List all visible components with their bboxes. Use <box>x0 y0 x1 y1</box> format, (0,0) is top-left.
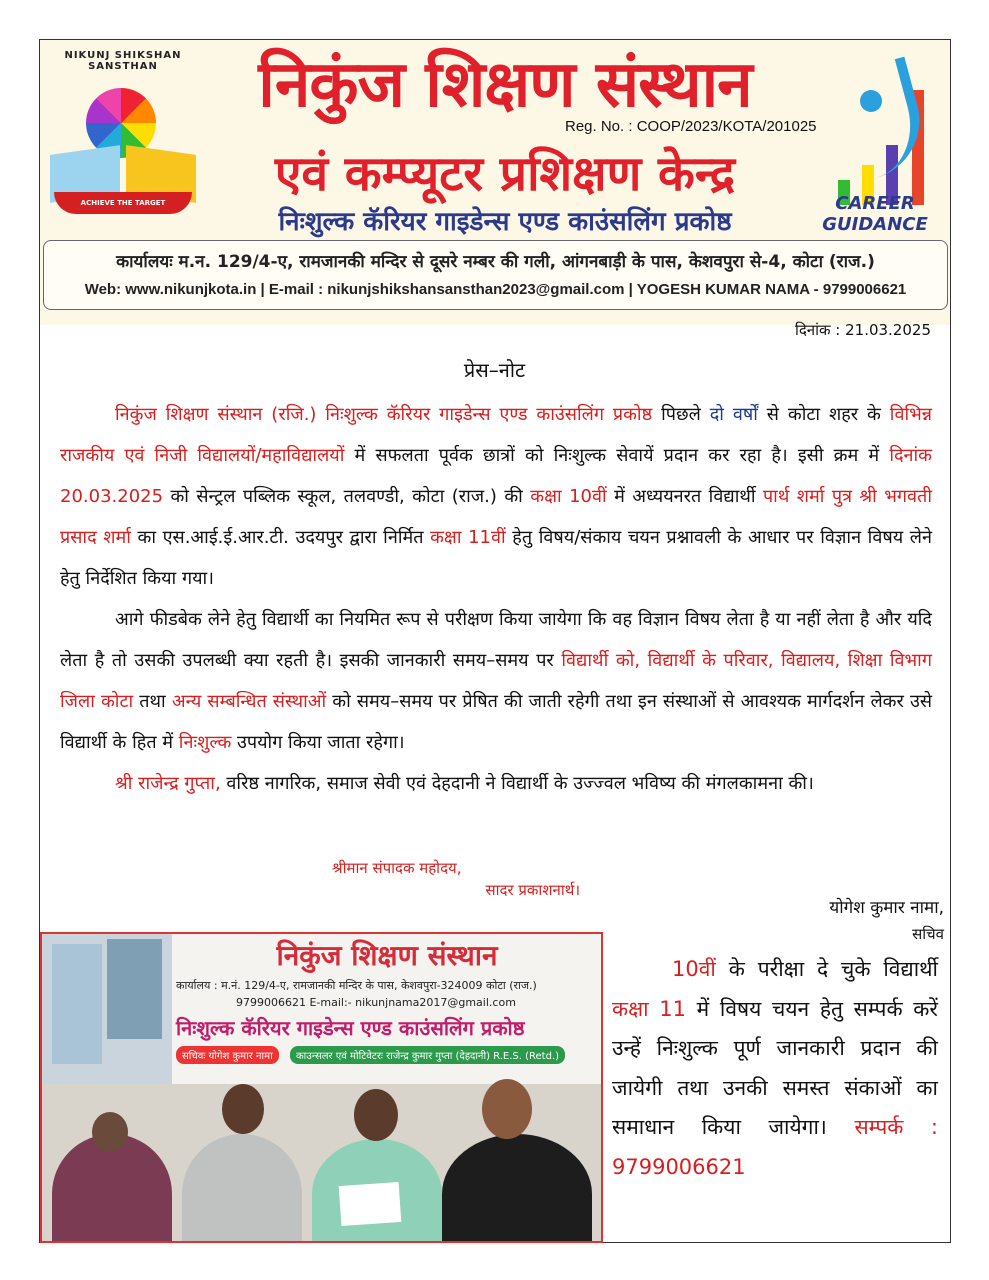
logo-tagline: ACHIEVE THE TARGET <box>54 192 192 214</box>
institute-subtitle: एवं कम्प्यूटर प्रशिक्षण केन्द्र <box>274 146 736 202</box>
press-note-body <box>60 394 932 804</box>
office-address: कार्यालयः म.न. 129/4-ए, रामजानकी मन्दिर से दूसरे नम्बर की गली, आंगनबाड़ी के पास, केशवपुरा से-4, कोटा (राज.) <box>116 252 875 272</box>
text-segment: को सेन्ट्रल पब्लिक स्कूल, तलवण्डी, कोटा (राज.) की <box>163 486 531 507</box>
banner-secretary: सचिवः योगेश कुमार नामा <box>176 1046 279 1064</box>
institute-logo <box>48 50 198 215</box>
text-segment: हेतु विषय/संकाय चयन प्रश्नावली के आधार पर विज्ञान विषय लेने हेतु निर्देशित किया गया। <box>60 527 932 589</box>
text-segment: में सफलता पूर्वक छात्रों को निःशुल्क सेवायें प्रदान कर रहा है। इसी क्रम में <box>344 445 890 466</box>
signatory-designation: सचिव <box>912 925 944 943</box>
person-man <box>442 1134 592 1243</box>
certificate <box>339 1182 402 1226</box>
cell-name: निःशुल्क कॅरियर गाइडेन्स एण्ड काउंसलिंग प्रकोष्ठ <box>278 207 732 237</box>
text-segment: से कोटा शहर के <box>757 404 890 425</box>
banner-contact: 9799006621 E-mail:- nikunjnama2017@gmail.com <box>236 996 516 1009</box>
highlighted-text: पार्थ शर्मा पुत्र श्री भगवती प्रसाद शर्मा <box>60 486 932 548</box>
highlighted-text: दो वर्षों <box>709 404 758 425</box>
banner-title: निकुंज शिक्षण संस्थान <box>276 939 498 972</box>
text-segment: का एस.आई.ई.आर.टी. उदयपुर द्वारा निर्मित <box>130 527 431 548</box>
career-guidance-logo <box>800 45 950 240</box>
highlighted-text: अन्य सम्बन्धित संस्थाओं <box>171 691 327 712</box>
address-box <box>43 240 948 310</box>
editor-salutation: श्रीमान संपादक महोदय, <box>332 859 462 877</box>
highlighted-text: कक्षा 11 <box>612 996 687 1021</box>
editor-note <box>300 858 580 900</box>
paragraph <box>60 394 932 599</box>
signatory-name: योगेश कुमार नामा, <box>829 898 944 918</box>
institute-title: निकुंज शिक्षण संस्थान <box>258 48 752 122</box>
event-photo <box>40 932 603 1243</box>
highlighted-text: दिनांक 20.03.2025 <box>60 445 933 507</box>
logo-text: NIKUNJ SHIKSHAN SANSTHAN <box>64 50 182 72</box>
highlighted-text: श्री राजेन्द्र गुप्ता, <box>115 773 221 794</box>
editor-request: सादर प्रकाशनार्थ। <box>485 881 580 899</box>
text-segment: वरिष्ठ नागरिक, समाज सेवी एवं देहदानी ने विद्यार्थी के उज्ज्वल भविष्य की मंगलकामना की। <box>220 773 814 794</box>
document-date: दिनांक : 21.03.2025 <box>794 321 931 339</box>
press-note-title: प्रेस–नोट <box>463 358 526 382</box>
text-segment: के परीक्षा दे चुके विद्यार्थी <box>715 957 938 981</box>
highlighted-text: निःशुल्क <box>178 732 232 753</box>
text-segment: को समय–समय पर प्रेषित की जाती रहेगी तथा इन संस्थाओं से आवश्यक मार्गदर्शन लेकर उसे विद्यार्थी के हित में <box>60 691 932 753</box>
highlighted-text: सम्पर्क : 9799006621 <box>612 1115 939 1179</box>
paragraph <box>60 763 932 804</box>
signature-block <box>829 895 944 944</box>
highlighted-text: विद्यार्थी को, विद्यार्थी के परिवार, विद्यालय, शिक्षा विभाग जिला कोटा <box>60 650 932 712</box>
banner-counsellor: काउन्सलर एवं मोटिवेटरः राजेन्द्र कुमार गुप्ता (देहदानी) R.E.S. (Retd.) <box>290 1046 565 1064</box>
career-guidance-label: CAREER GUIDANCE <box>822 193 928 235</box>
person-student-left <box>182 1134 302 1243</box>
highlighted-text: कक्षा 10वीं <box>530 486 607 507</box>
open-book-icon <box>48 150 198 210</box>
registration-number: Reg. No. : COOP/2023/KOTA/201025 <box>565 118 817 135</box>
contact-line: Web: www.nikunjkota.in | E-mail : nikunjshikshansansthan2023@gmail.com | YOGESH KUMAR NAMA - 9799006621 <box>84 281 907 298</box>
text-segment: में विषय चयन हेतु सम्पर्क करें उन्हें निःशुल्क पूर्ण जानकारी प्रदान की जायेगी तथा उनकी समस्त संकाओं का समाधान किया जायेगा। <box>612 996 938 1139</box>
paragraph <box>60 599 932 763</box>
highlighted-text: कक्षा 11वीं <box>430 527 506 548</box>
letterhead <box>40 40 950 325</box>
highlighted-text: 10वीं <box>672 957 716 981</box>
text-segment: उपयोग किया जाता रहेगा। <box>231 732 405 753</box>
highlighted-text: विभिन्न राजकीय एवं निजी विद्यालयों/महाविद्यालयों <box>60 404 933 466</box>
text-segment: तथा <box>133 691 172 712</box>
institute-banner <box>172 934 602 1084</box>
text-segment: में अध्ययनरत विद्यार्थी <box>606 486 763 507</box>
banner-cell: निःशुल्क कॅरियर गाइडेन्स एण्ड काउंसलिंग प्रकोष्ठ <box>176 1016 525 1040</box>
text-segment: पिछले <box>652 404 710 425</box>
admission-notice <box>612 950 938 1187</box>
text-segment: आगे फीडबेक लेने हेतु विद्यार्थी का नियमित रूप से परीक्षण किया जायेगा कि वह विज्ञान विषय लेता है या नहीं लेता है और यदि लेता है तो उसकी उपलब्धी क्या रहती है। इसकी जानकारी समय–समय पर <box>60 609 932 671</box>
highlighted-text: निकुंज शिक्षण संस्थान (रजि.) निःशुल्क कॅरियर गाइडेन्स एण्ड काउंसलिंग प्रकोष्ठ <box>115 404 653 425</box>
banner-address: कार्यालय : म.नं. 129/4-ए, रामजानकी मन्दिर के पास, केशवपुरा-324009 कोटा (राज.) <box>176 979 537 992</box>
